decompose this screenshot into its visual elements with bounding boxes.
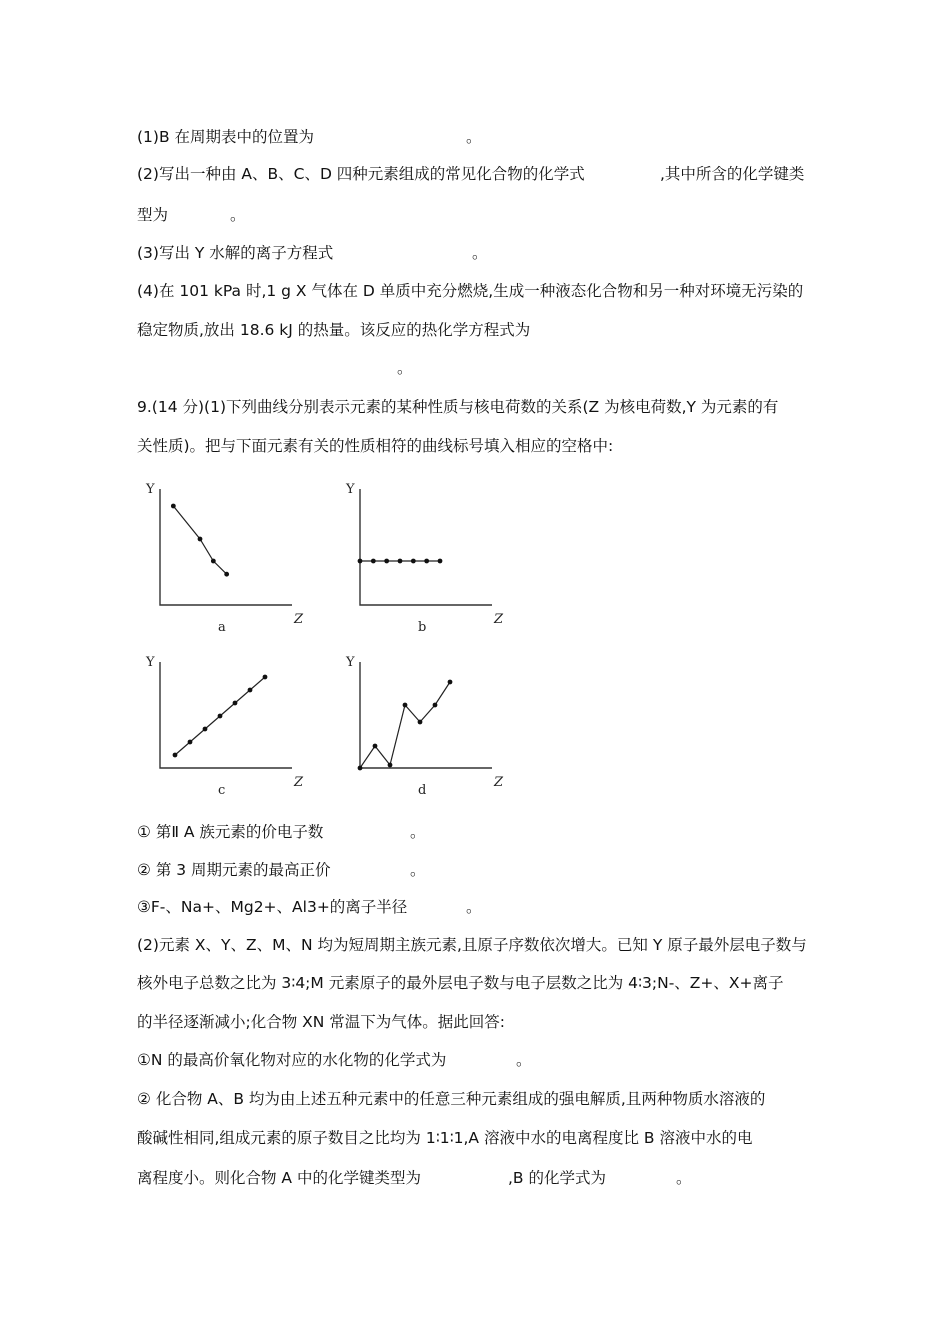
chart-d-point-3 xyxy=(388,763,393,768)
chart-c-svg xyxy=(140,648,310,808)
chart-d-series-line xyxy=(360,682,450,768)
q8-part2-cont: 型为 xyxy=(137,206,169,224)
chart-b-xlabel: Z xyxy=(494,612,504,627)
chart-b-point-5 xyxy=(411,559,416,564)
chart-d-svg xyxy=(340,648,510,808)
chart-d xyxy=(340,648,510,808)
q8-part2-mid: ,其中所含的化学键类 xyxy=(660,165,805,183)
chart-b-point-6 xyxy=(424,559,429,564)
chart-c-point-5 xyxy=(233,701,238,706)
chart-a-point-2 xyxy=(198,537,203,542)
q9-item3: ③F-、Na+、Mg2+、Al3+的离子半径 xyxy=(137,898,408,916)
chart-b-point-3 xyxy=(384,559,389,564)
chart-a-ylabel: Y xyxy=(146,482,155,497)
q8-part2-end: 。 xyxy=(230,206,246,224)
q9-item3-end: 。 xyxy=(466,898,482,916)
chart-b-axes xyxy=(360,489,492,605)
q9-sub1-end: 。 xyxy=(516,1051,532,1069)
chart-a-title: a xyxy=(218,620,226,635)
chart-b-title: b xyxy=(418,620,427,635)
chart-a-point-3 xyxy=(211,559,216,564)
q9-sub1: ①N 的最高价氧化物对应的水化物的化学式为 xyxy=(137,1051,447,1069)
q9-part2-line2: 核外电子总数之比为 3∶4;M 元素原子的最外层电子数与电子层数之比为 4∶3;N-、Z+、X+离子 xyxy=(137,974,784,992)
chart-a-point-1 xyxy=(171,504,176,509)
chart-a-point-4 xyxy=(224,572,229,577)
q8-part4-line1: (4)在 101 kPa 时,1 g X 气体在 D 单质中充分燃烧,生成一种液态化合物和另一种对环境无污染的 xyxy=(137,282,804,300)
chart-c xyxy=(140,648,310,808)
chart-d-xlabel: Z xyxy=(494,775,504,790)
q9-sub2-line1: ② 化合物 A、B 均为由上述五种元素中的任意三种元素组成的强电解质,且两种物质水溶液的 xyxy=(137,1090,766,1108)
q8-part4-line2: 稳定物质,放出 18.6 kJ 的热量。该反应的热化学方程式为 xyxy=(137,321,531,339)
q9-intro-line2: 关性质)。把与下面元素有关的性质相符的曲线标号填入相应的空格中: xyxy=(137,437,614,455)
q8-part3-end: 。 xyxy=(472,244,488,262)
chart-c-point-1 xyxy=(173,753,178,758)
q8-part3: (3)写出 Y 水解的离子方程式 xyxy=(137,244,334,262)
chart-c-point-6 xyxy=(248,688,253,693)
chart-a xyxy=(140,475,310,645)
chart-b-point-4 xyxy=(398,559,403,564)
chart-c-axes xyxy=(160,662,292,768)
chart-a-xlabel: Z xyxy=(294,612,304,627)
chart-d-point-7 xyxy=(448,680,453,685)
chart-b-point-7 xyxy=(438,559,443,564)
q9-part2-line1: (2)元素 X、Y、Z、M、N 均为短周期主族元素,且原子序数依次增大。已知 Y 原子最外层电子数与 xyxy=(137,936,807,954)
q8-part4-end: 。 xyxy=(397,359,413,377)
q9-part2-line3: 的半径逐渐减小;化合物 XN 常温下为气体。据此回答: xyxy=(137,1013,506,1031)
chart-c-point-3 xyxy=(203,727,208,732)
chart-d-point-4 xyxy=(403,703,408,708)
chart-b-ylabel: Y xyxy=(346,482,355,497)
chart-d-ylabel: Y xyxy=(346,655,355,670)
q9-item2: ② 第 3 周期元素的最高正价 xyxy=(137,861,331,879)
q9-item1: ① 第Ⅱ A 族元素的价电子数 xyxy=(137,823,324,841)
chart-c-point-7 xyxy=(263,675,268,680)
chart-c-point-4 xyxy=(218,714,223,719)
q8-part2: (2)写出一种由 A、B、C、D 四种元素组成的常见化合物的化学式 xyxy=(137,165,585,183)
chart-b xyxy=(340,475,510,645)
q8-part1: (1)B 在周期表中的位置为 xyxy=(137,128,315,146)
q9-sub2-end: 。 xyxy=(676,1169,692,1187)
chart-a-axes xyxy=(160,489,292,605)
chart-d-point-2 xyxy=(373,744,378,749)
chart-c-xlabel: Z xyxy=(294,775,304,790)
q8-part1-end: 。 xyxy=(466,128,482,146)
q9-sub2-line2: 酸碱性相同,组成元素的原子数目之比均为 1∶1∶1,A 溶液中水的电离程度比 B 溶液中水的电 xyxy=(137,1129,753,1147)
chart-b-point-1 xyxy=(358,559,363,564)
q9-intro-line1: 9.(14 分)(1)下列曲线分别表示元素的某种性质与核电荷数的关系(Z 为核电荷数,Y 为元素的有 xyxy=(137,398,779,416)
chart-c-point-2 xyxy=(188,740,193,745)
chart-d-point-5 xyxy=(418,720,423,725)
q9-sub2-line3: 离程度小。则化合物 A 中的化学键类型为 xyxy=(137,1169,421,1187)
chart-d-point-6 xyxy=(433,703,438,708)
chart-d-point-1 xyxy=(358,766,363,771)
q9-item2-end: 。 xyxy=(410,861,426,879)
chart-c-title: c xyxy=(218,783,226,798)
q9-item1-end: 。 xyxy=(410,823,426,841)
chart-c-ylabel: Y xyxy=(146,655,155,670)
q9-sub2-mid: ,B 的化学式为 xyxy=(508,1169,606,1187)
chart-a-svg xyxy=(140,475,310,645)
chart-d-title: d xyxy=(418,783,427,798)
chart-b-point-2 xyxy=(371,559,376,564)
chart-b-svg xyxy=(340,475,510,645)
